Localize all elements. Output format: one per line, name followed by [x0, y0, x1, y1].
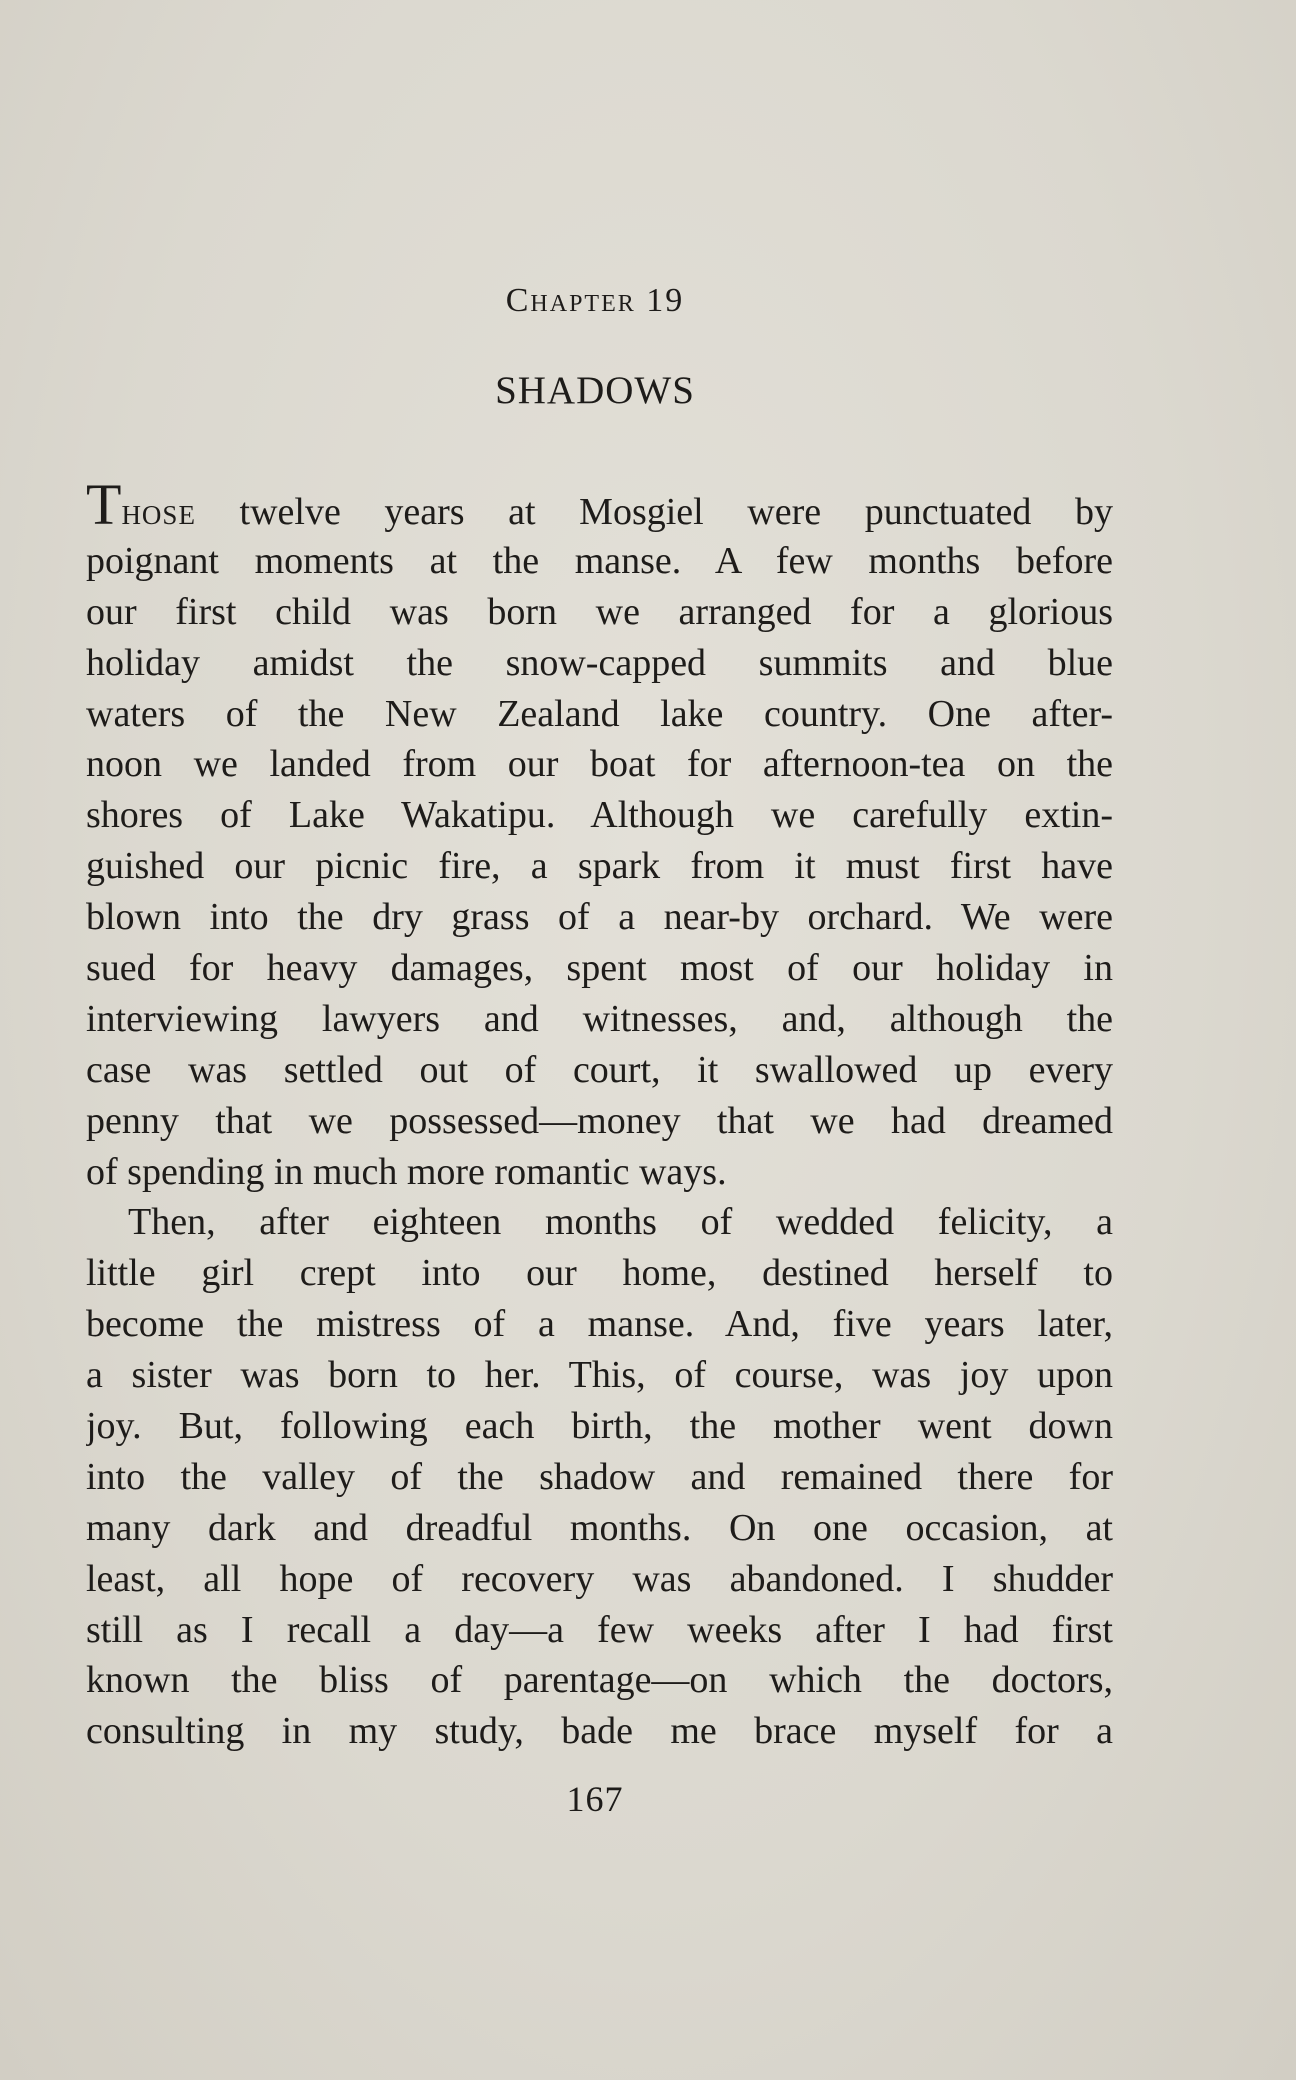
text-line: shores of Lake Wakatipu. Although we carefully extin- — [86, 794, 1113, 837]
text-line: joy. But, following each birth, the mother went down — [86, 1405, 1113, 1448]
text-line: consulting in my study, bade me brace myself for a — [86, 1710, 1113, 1753]
text-line: sued for heavy damages, spent most of our holiday in — [86, 947, 1113, 990]
text-line: penny that we possessed—money that we had dreamed — [86, 1099, 1113, 1142]
text-line: blown into the dry grass of a near-by orchard. We were — [86, 896, 1113, 939]
text-line: still as I recall a day—a few weeks after I had first — [86, 1608, 1113, 1651]
text-line: become the mistress of a manse. And, five years later, — [86, 1303, 1113, 1346]
text-line: little girl crept into our home, destined herself to — [86, 1252, 1113, 1295]
text-line: poignant moments at the manse. A few months before — [86, 539, 1113, 582]
chapter-label: Chapter 19 — [505, 282, 685, 319]
chapter-title: SHADOWS — [495, 369, 695, 412]
text-line: Then, after eighteen months of wedded felicity, a — [128, 1201, 1113, 1244]
page-number: 167 — [566, 1779, 624, 1819]
text-line: case was settled out of court, it swallowed up every — [86, 1048, 1113, 1091]
text-line: into the valley of the shadow and remained there for — [86, 1455, 1113, 1498]
paragraph — [86, 485, 1113, 1197]
text-line: least, all hope of recovery was abandoned. I shudder — [86, 1557, 1113, 1600]
opening-word-smallcaps: hose — [121, 491, 196, 533]
text-line: guished our picnic fire, a spark from it must first have — [86, 845, 1113, 888]
text-line — [86, 485, 1113, 536]
text-line: interviewing lawyers and witnesses, and, although the — [86, 997, 1113, 1040]
text-line: a sister was born to her. This, of course, was joy upon — [86, 1354, 1113, 1397]
text-line-rest: twelve years at Mosgiel were punctuated by — [195, 491, 1113, 533]
body-text — [86, 485, 1113, 1757]
drop-cap: T — [86, 485, 122, 536]
text-line: known the bliss of parentage—on which the doctors, — [86, 1659, 1113, 1702]
paragraph — [86, 1197, 1113, 1757]
text-line: noon we landed from our boat for afternoon-tea on the — [86, 743, 1113, 786]
text-line: many dark and dreadful months. On one occasion, at — [86, 1506, 1113, 1549]
text-line: holiday amidst the snow-capped summits and blue — [86, 641, 1113, 684]
text-line: waters of the New Zealand lake country. One after- — [86, 692, 1113, 735]
text-line: of spending in much more romantic ways. — [86, 1150, 727, 1193]
text-line: our first child was born we arranged for a glorious — [86, 590, 1113, 633]
